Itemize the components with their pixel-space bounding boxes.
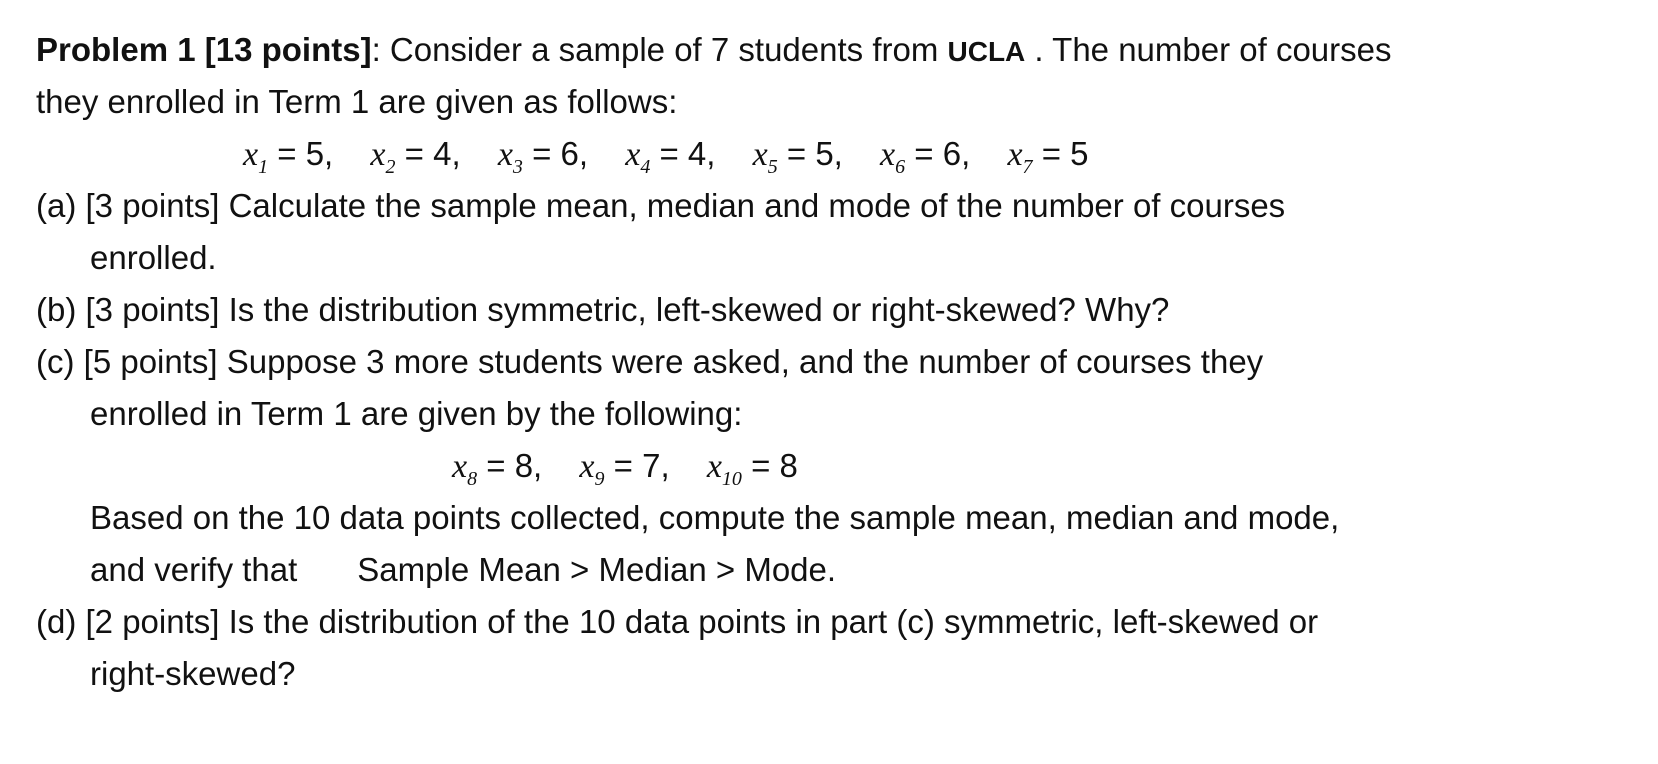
part-c-line2: enrolled in Term 1 are given by the following: bbox=[90, 395, 743, 432]
part-c-line1: (c) [5 points] Suppose 3 more students were asked, and the number of courses they bbox=[36, 343, 1264, 380]
part-a-line1: (a) [3 points] Calculate the sample mean, median and mode of the number of courses bbox=[36, 187, 1286, 224]
part-c-line4 bbox=[90, 550, 836, 590]
problem-intro-line2: they enrolled in Term 1 are given as follows: bbox=[36, 83, 678, 120]
school-name: UCLA bbox=[947, 36, 1026, 67]
data-point: $x_1 = 5$, bbox=[243, 135, 334, 178]
data-row-2 bbox=[452, 446, 798, 491]
part-b-line1: (b) [3 points] Is the distribution symmetric, left-skewed or right-skewed? Why? bbox=[36, 291, 1170, 328]
data-point: $x_7 = 5$ bbox=[1007, 135, 1089, 178]
data-row-1 bbox=[243, 134, 1089, 179]
data-point: $x_9 = 7$, bbox=[579, 447, 670, 490]
data-point: $x_4 = 4$, bbox=[625, 135, 716, 178]
part-d-line2: right-skewed? bbox=[90, 655, 296, 692]
data-point: $x_3 = 6$, bbox=[497, 135, 589, 178]
data-point: $x_8 = 8$, bbox=[452, 447, 543, 490]
problem-heading: Problem 1 [13 points] bbox=[36, 31, 372, 68]
intro-text-b: . The number of courses bbox=[1025, 31, 1392, 68]
data-point: $x_5 = 5$, bbox=[752, 135, 843, 178]
part-a-line2: enrolled. bbox=[90, 239, 217, 276]
problem-intro-line1 bbox=[36, 30, 1392, 72]
part-c-line3: Based on the 10 data points collected, compute the sample mean, median and mode, bbox=[90, 499, 1340, 536]
part-d-line1: (d) [2 points] Is the distribution of the 10 data points in part (c) symmetric, left-skewed or bbox=[36, 603, 1319, 640]
inequality-text: Sample Mean > Median > Mode. bbox=[357, 551, 837, 588]
data-point: $x_6 = 6$, bbox=[880, 135, 971, 178]
data-point: $x_2 = 4$, bbox=[370, 135, 461, 178]
data-point: $x_{10} = 8$ bbox=[706, 447, 798, 490]
intro-text-a: : Consider a sample of 7 students from bbox=[371, 31, 948, 68]
verify-text: and verify that bbox=[90, 551, 298, 588]
